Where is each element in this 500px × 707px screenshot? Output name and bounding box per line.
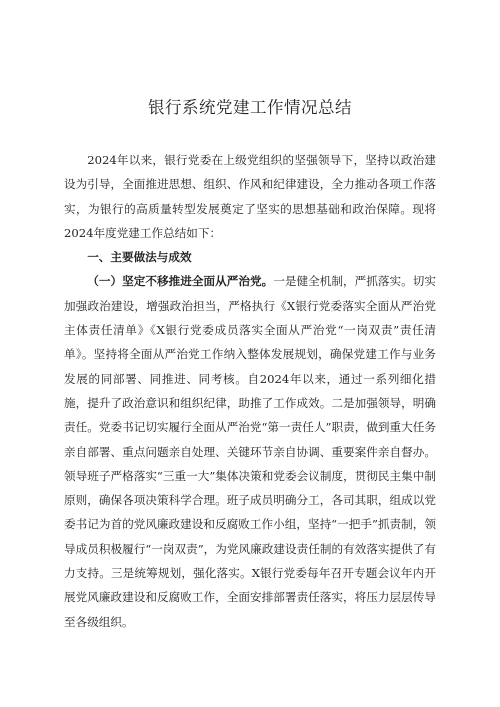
subsection-text: 一是健全机制，严抓落实。切实加强政治建设，增强政治担当，严格执行《X银行党委落实全面从严治党主体责任清单》《X银行党委成员落实全面从严治党“一岗双责”责任清单》。坚持将全面从严治党工作纳入整体发展规划，确保党建工作与业务发展的同部署、同推进、同考核。自2024年以来，通过一系列细化措施，提升了政治意识和组织纪律，助推了工作成效。二是加强领导，明确责任。党委书记切实履行全面从严治党“第一责任人”职责，做到重大任务亲自部署、重点问题亲自处理、关键环节亲自协调、重要案件亲自督办。领导班子严格落实“三重一大”集体决策和党委会议制度，贯彻民主集中制原则，确保各项决策科学合理。班子成员明确分工，各司其职，组成以党委书记为首的党风廉政建设和反腐败工作小组，坚持“一把手”抓责制，领导成员积极履行“一岗双责”，为党风廉政建设责任制的有效落实提供了有力支持。三是统筹规划，强化落实。X银行党委每年召开专题会议年内开展党风廉政建设和反腐败工作，全面安排部署责任落实，将压力层层传导至各级组织。 [64, 274, 436, 629]
subsection-lead: （一）坚定不移推进全面从严治党。 [87, 274, 274, 289]
document-title: 银行系统党建工作情况总结 [148, 98, 352, 117]
section-heading: 一、主要做法与成效 [87, 250, 192, 265]
intro-paragraph: 2024年以来，银行党委在上级党组织的坚强领导下，坚持以政治建设为引导，全面推进思想、组织、作风和纪律建设，全力推动各项工作落实，为银行的高质量转型发展奠定了坚实的思想基础和政治保障。现将2024年度党建工作总结如下： [64, 153, 436, 240]
subsection-paragraph [64, 269, 436, 633]
document-body [64, 148, 436, 634]
